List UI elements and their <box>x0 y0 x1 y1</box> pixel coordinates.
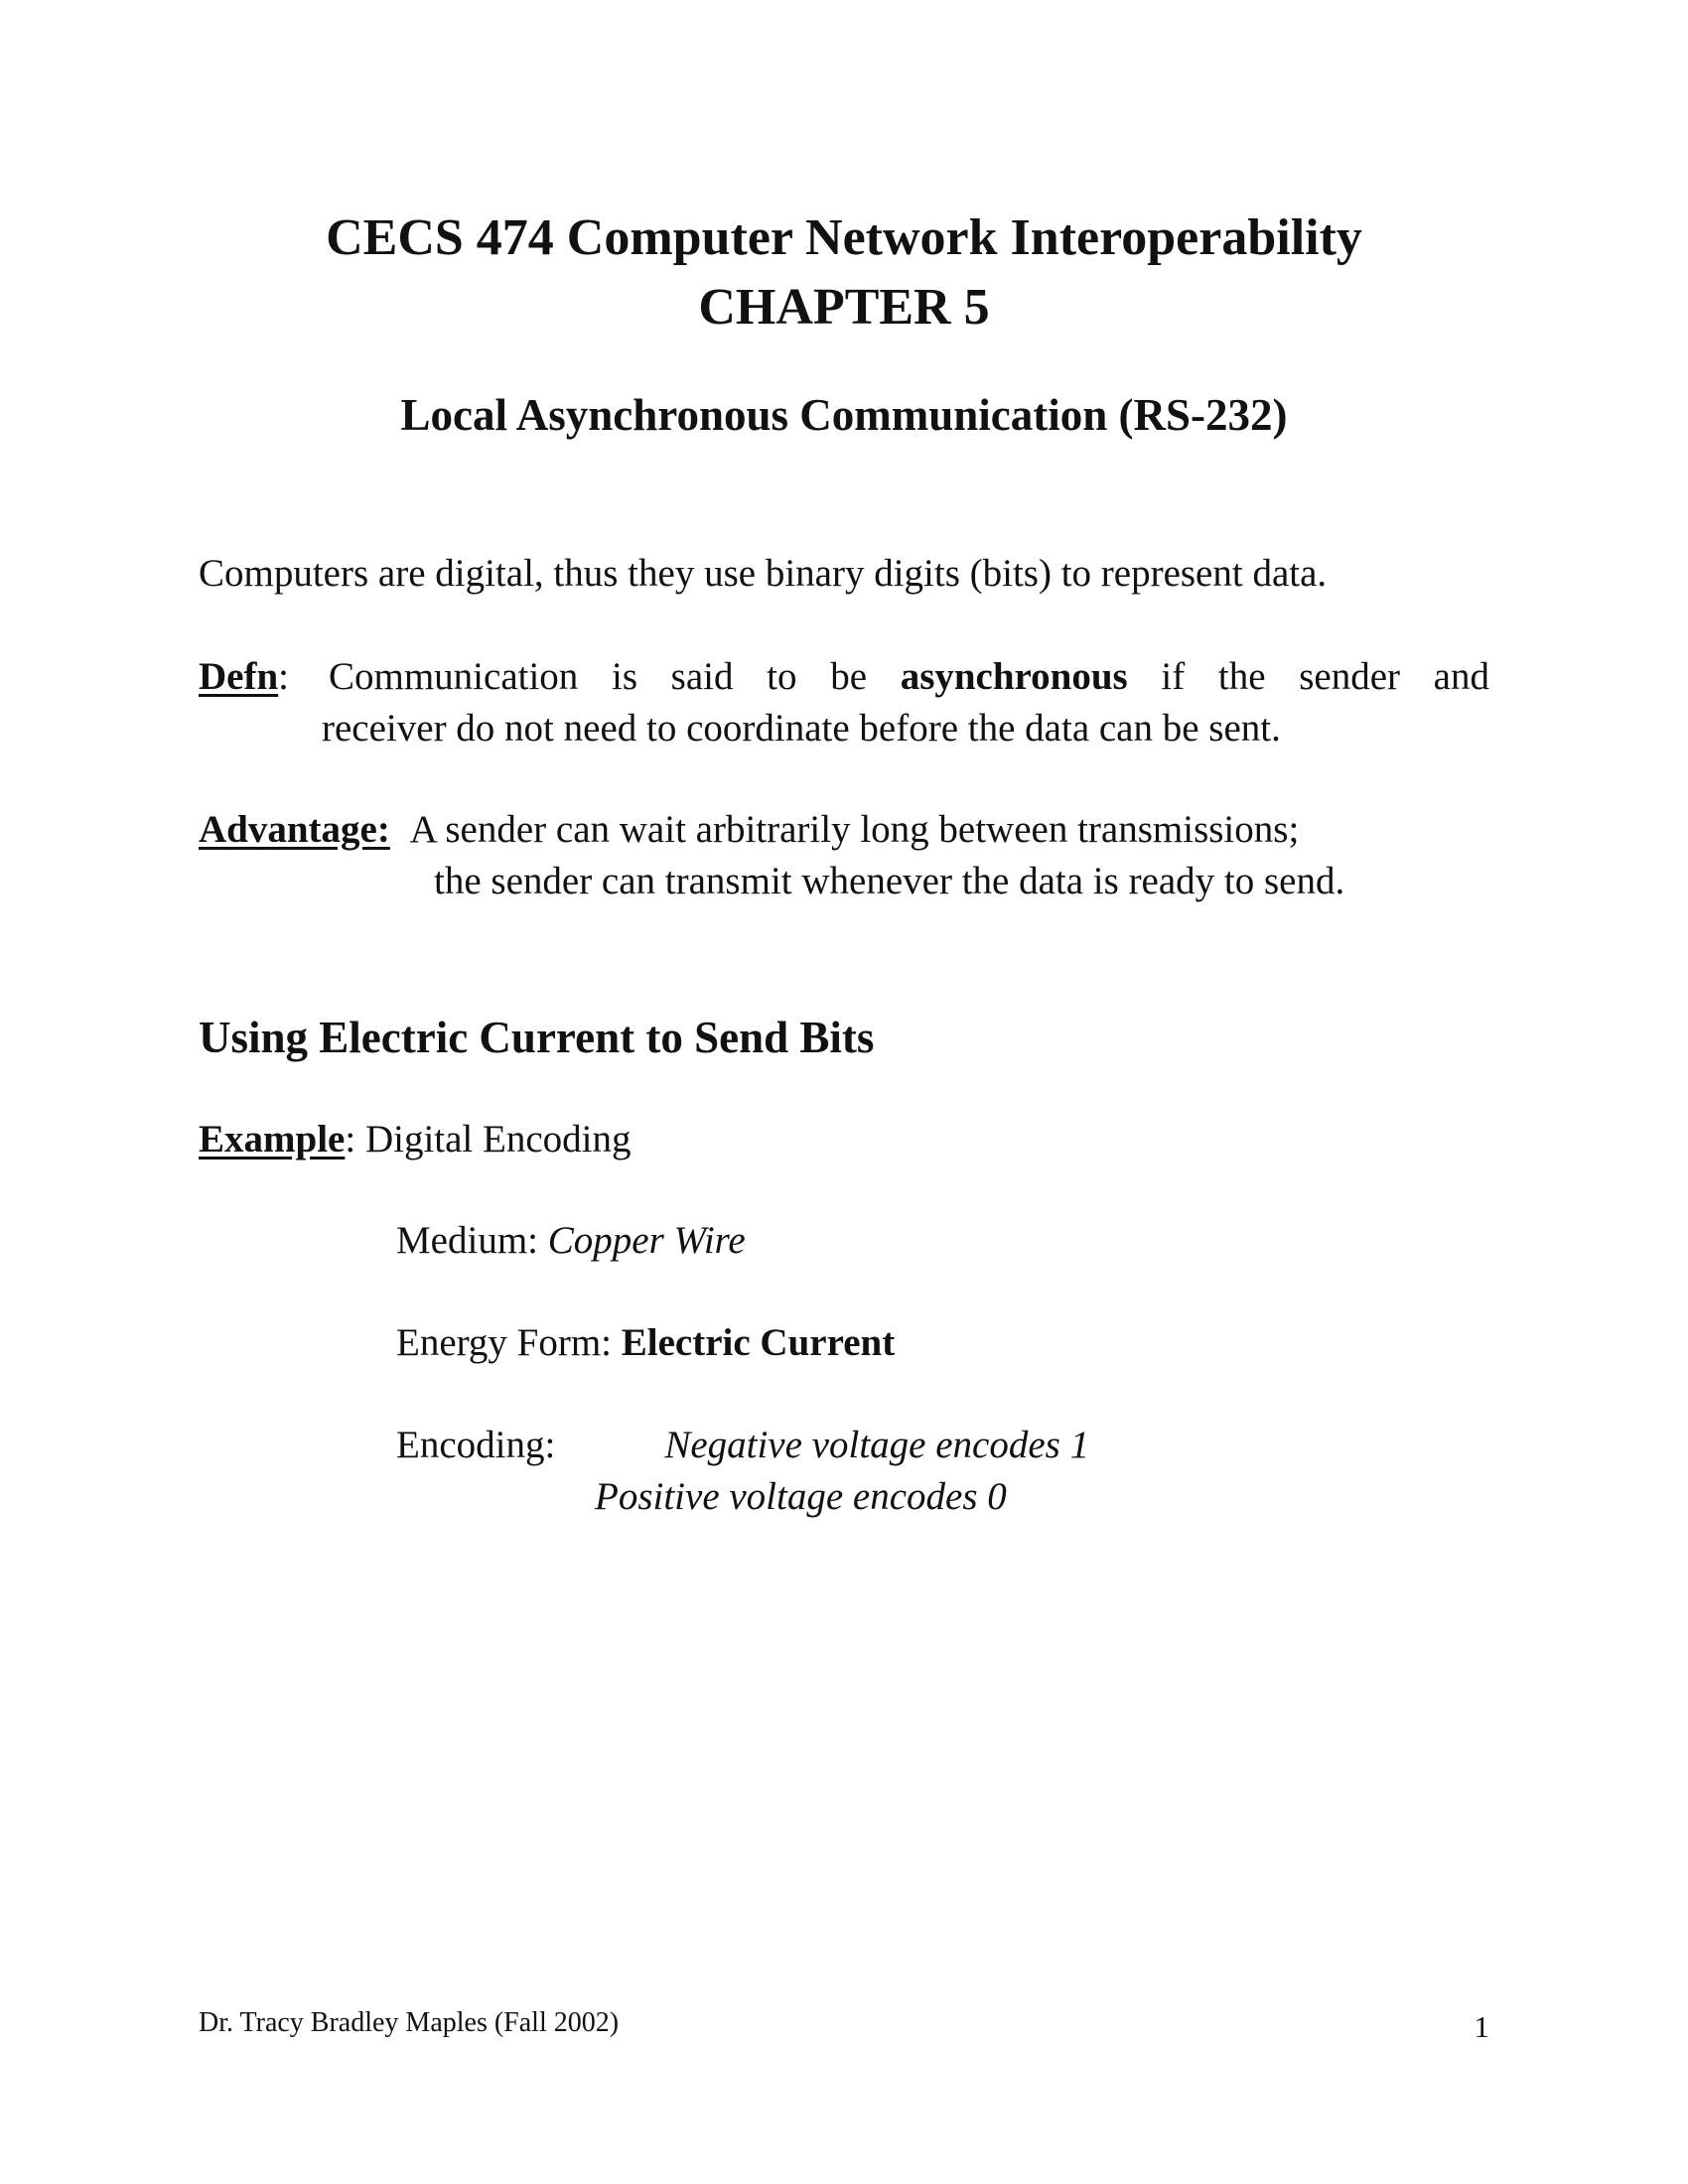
energy-form-label: Energy Form: <box>396 1321 622 1364</box>
example-line <box>199 1114 631 1165</box>
page-number: 1 <box>1474 2009 1489 2044</box>
definition-label-group <box>199 651 289 703</box>
encoding-value-line-2: Positive voltage encodes 0 <box>595 1475 1007 1518</box>
advantage-line-2: the sender can transmit whenever the data is ready to send. <box>434 860 1345 902</box>
example-label: Example <box>199 1118 346 1160</box>
encoding-value-line-1: Negative voltage encodes 1 <box>664 1424 1090 1466</box>
advantage-label: Advantage: <box>199 808 390 851</box>
section-heading: Using Electric Current to Send Bits <box>199 1013 875 1062</box>
encoding-label: Encoding: <box>396 1424 556 1466</box>
definition-colon: : <box>278 655 289 698</box>
energy-form-line <box>396 1317 895 1369</box>
definition-line-2: receiver do not need to coordinate before the data can be sent. <box>322 707 1281 750</box>
document-title: CECS 474 Computer Network Interoperability <box>326 209 1362 266</box>
footer-author: Dr. Tracy Bradley Maples (Fall 2002) <box>199 2007 620 2038</box>
advantage-line-1 <box>199 804 1299 856</box>
chapter-subtitle: Local Asynchronous Communication (RS-232) <box>400 390 1288 440</box>
definition-label: Defn <box>199 655 279 698</box>
advantage-text-line-1: A sender can wait arbitrarily long between transmissions; <box>409 808 1300 851</box>
definition-text-before: Communication is said to be <box>329 655 901 698</box>
medium-value: Copper Wire <box>547 1219 746 1262</box>
example-text: Digital Encoding <box>355 1118 632 1160</box>
medium-label: Medium: <box>396 1219 548 1262</box>
encoding-line-1 <box>396 1420 1089 1471</box>
medium-line <box>396 1215 746 1267</box>
definition-keyword: asynchronous <box>900 655 1128 698</box>
intro-paragraph: Computers are digital, thus they use binary digits (bits) to represent data. <box>199 552 1328 595</box>
chapter-heading: CHAPTER 5 <box>698 279 990 336</box>
energy-form-value: Electric Current <box>621 1321 896 1364</box>
example-colon: : <box>345 1118 356 1160</box>
definition-text-line-1 <box>329 651 1489 703</box>
definition-text-after: if the sender and <box>1127 655 1489 698</box>
definition-line-1 <box>199 651 1489 703</box>
